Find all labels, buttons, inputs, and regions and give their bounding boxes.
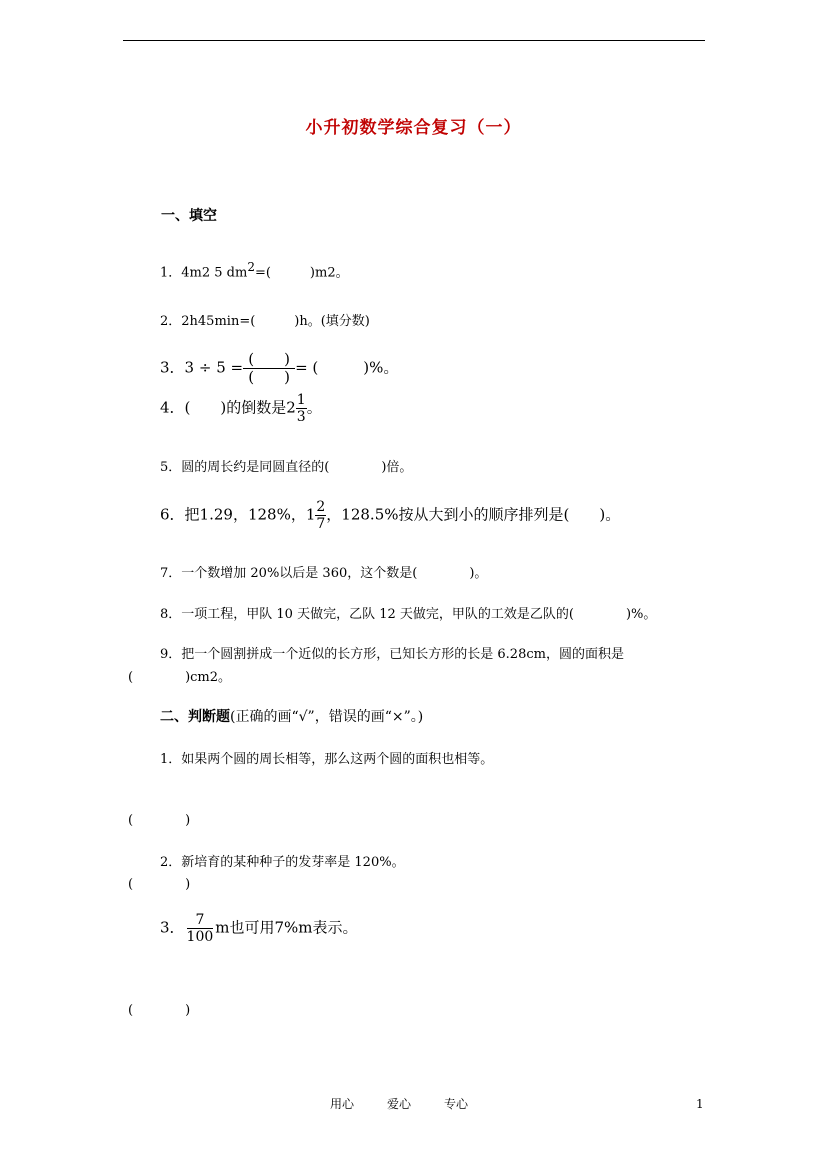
question-2-2: 2．新培育的某种种子的发芽率是 120%。 [160, 855, 405, 870]
question-1-2: 2．2h45min=( )h。(填分数) [160, 314, 370, 329]
q4-fraction-denominator: 3 [296, 409, 306, 425]
answer-blank-2-1: ( ) [128, 813, 191, 828]
q3-number: 3． [160, 358, 185, 377]
question-2-3 [160, 913, 358, 944]
section-heading-true-false [160, 706, 423, 726]
question-2-1: 1．如果两个圆的周长相等，那么这两个圆的面积也相等。 [160, 752, 494, 767]
q6-fraction-numerator: 2 [316, 499, 326, 515]
q2-3-fraction [187, 913, 214, 944]
q1-pre: 1．4m2 5 dm [160, 265, 248, 281]
q6-post: ，128.5%按从大到小的顺序排列是( )。 [326, 505, 621, 524]
q6-fraction [315, 500, 326, 531]
q3-post: = ( )%。 [295, 358, 399, 377]
question-1-5: 5．圆的周长约是同圆直径的( )倍。 [160, 460, 413, 475]
q4-pre: 4．( )的倒数是2 [160, 398, 296, 417]
question-1-8: 8．一项工程，甲队 10 天做完，乙队 12 天做完，甲队的工效是乙队的( )%。 [160, 607, 657, 622]
question-1-6 [160, 500, 620, 531]
answer-blank-2-3: ( ) [128, 1003, 191, 1018]
q4-fraction-numerator: 1 [296, 392, 306, 408]
q2-3-number: 3． [160, 918, 185, 937]
question-1-9-line-2: ( )cm2。 [128, 670, 232, 685]
section2-heading-label: 二、判断题 [160, 709, 230, 725]
q2-3-fraction-numerator: 7 [187, 913, 214, 929]
q3-expression: 3 ÷ 5 = [184, 358, 244, 377]
section2-heading-note: (正确的画“√”，错误的画“×”。) [230, 709, 424, 725]
footer-item-1: 用心 [330, 1097, 355, 1111]
q1-superscript: 2 [247, 260, 255, 274]
footer-item-3: 专心 [444, 1097, 469, 1111]
q1-post: =( )m2。 [254, 265, 349, 281]
q3-fraction-numerator: ( ) [243, 352, 295, 369]
question-1-4 [160, 393, 322, 424]
q2-3-fraction-denominator: 100 [186, 929, 214, 945]
section-heading-fill-in: 一、填空 [161, 208, 217, 224]
header-rule [123, 40, 705, 41]
q6-pre: 6．把1.29，128%，1 [160, 505, 316, 524]
q3-fraction-denominator: ( ) [248, 368, 290, 386]
footer-item-2: 爱心 [387, 1097, 412, 1111]
question-1-3 [160, 352, 398, 385]
q4-post: 。 [306, 398, 322, 417]
question-1-7: 7．一个数增加 20%以后是 360，这个数是( )。 [160, 566, 488, 581]
page-number: 1 [696, 1097, 704, 1111]
q4-fraction [296, 393, 307, 424]
answer-blank-2-2: ( ) [128, 877, 191, 892]
question-1-1 [160, 260, 349, 280]
q2-3-post: m也可用7%m表示。 [215, 918, 358, 937]
q3-fraction [243, 352, 295, 385]
q6-fraction-denominator: 7 [316, 516, 326, 532]
question-1-9-line-1: 9．把一个圆割拼成一个近似的长方形，已知长方形的长是 6.28cm，圆的面积是 [160, 647, 624, 662]
page-title: 小升初数学综合复习（一） [305, 118, 522, 138]
